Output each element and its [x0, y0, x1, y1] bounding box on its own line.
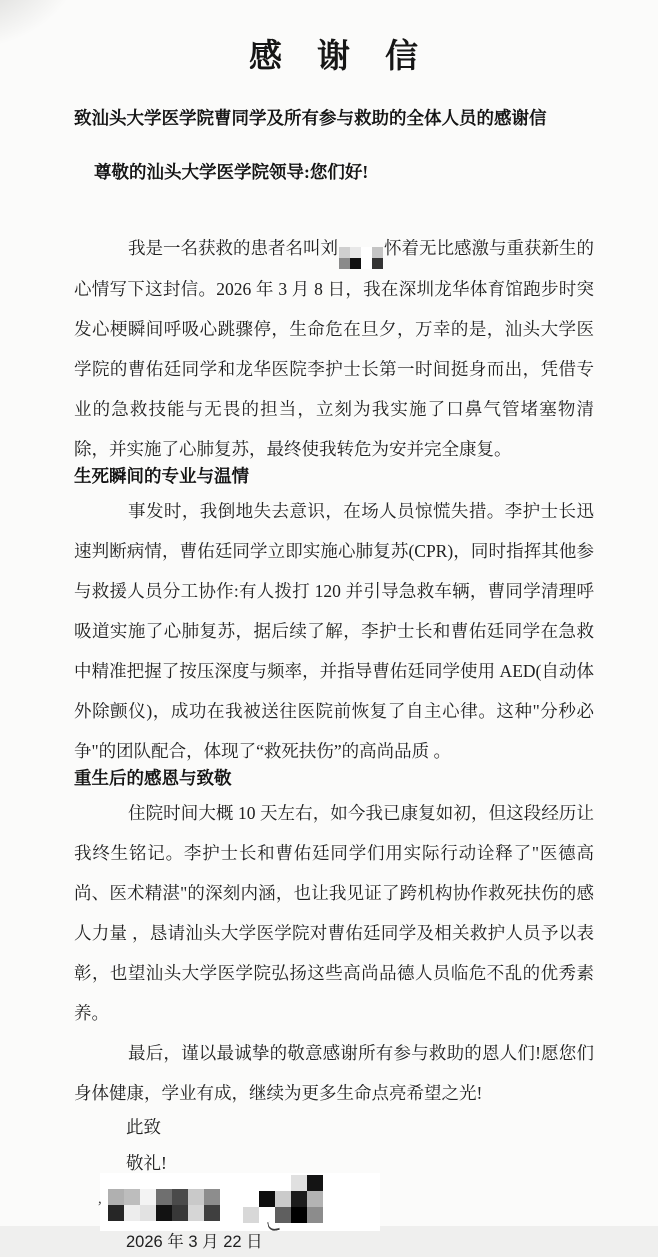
paragraph-intro — [74, 228, 594, 469]
redacted-patient-name-mosaic — [339, 247, 383, 269]
redacted-signature-mosaic-left — [108, 1189, 220, 1221]
closing-cizhi: 此致 — [126, 1117, 161, 1137]
letter-greeting: 尊敬的汕头大学医学院领导:您们好! — [94, 162, 369, 182]
closing-jingli: 敬礼! — [126, 1153, 167, 1173]
signature-row — [74, 1175, 594, 1227]
letter-date: 2026 年 3 月 22 日 — [126, 1233, 263, 1251]
paragraph-gratitude: 住院时间大概 10 天左右，如今我已康复如初，但这段经历让我终生铭记。李护士长和曹佑廷同学们用实际行动诠释了"医德高尚、医术精湛"的深刻内涵，也让我见证了跨机构协作救死扶伤的感人力量 ，恳请汕头大学医学院对曹佑廷同学及相关救护人员予以表彰，也望汕头大学医学院弘扬这些高尚品德人员临危不乱的优秀素养。 — [74, 803, 594, 1023]
letter-title: 感 谢 信 — [249, 39, 419, 75]
letter-subtitle: 致汕头大学医学院曹同学及所有参与救助的全体人员的感谢信 — [74, 108, 547, 128]
paragraph-intro-before-name: 我是一名获救的患者名叫刘 — [128, 238, 338, 258]
paragraph-rescue-details: 事发时，我倒地失去意识，在场人员惊慌失措。李护士长迅速判断病情，曹佑廷同学立即实施心肺复苏(CPR)，同时指挥其他参与救援人员分工协作:有人拨打 120 并引导急救车辆，曹同学清理呼吸道实施了心肺复苏，据后续了解，李护士长和曹佑廷同学在急救中精准把握了按压深度与频率，并指导曹佑廷同学使用 AED(自动体外除颤仪)，成功在我被送往医院前恢复了自主心律。这种"分秒必争"的团队配合，体现了“救死扶伤”的高尚品质 。 — [74, 501, 594, 761]
section-heading-gratitude: 重生后的感恩与致敬 — [74, 768, 232, 788]
redacted-signature-mosaic-right — [243, 1175, 323, 1223]
paragraph-intro-after-name: 怀着无比感激与重获新生的心情写下这封信。2026 年 3 月 8 日，我在深圳龙华体育馆跑步时突发心梗瞬间呼吸心跳骤停，生命危在旦夕，万幸的是，汕头大学医学院的曹佑廷同学和龙华医院李护士长第一时间挺身而出，凭借专业的急救技能与无畏的担当，立刻为我实施了口鼻气管堵塞物清除，并实施了心肺复苏，最终使我转危为安并完全康复。 — [74, 238, 594, 459]
paragraph-final-wishes: 最后，谨以最诚挚的敬意感谢所有参与救助的恩人们!愿您们身体健康，学业有成，继续为更多生命点亮希望之光! — [74, 1043, 594, 1103]
section-heading-rescue-moment: 生死瞬间的专业与温情 — [74, 466, 249, 486]
signature-stray-mark: , — [98, 1191, 102, 1207]
